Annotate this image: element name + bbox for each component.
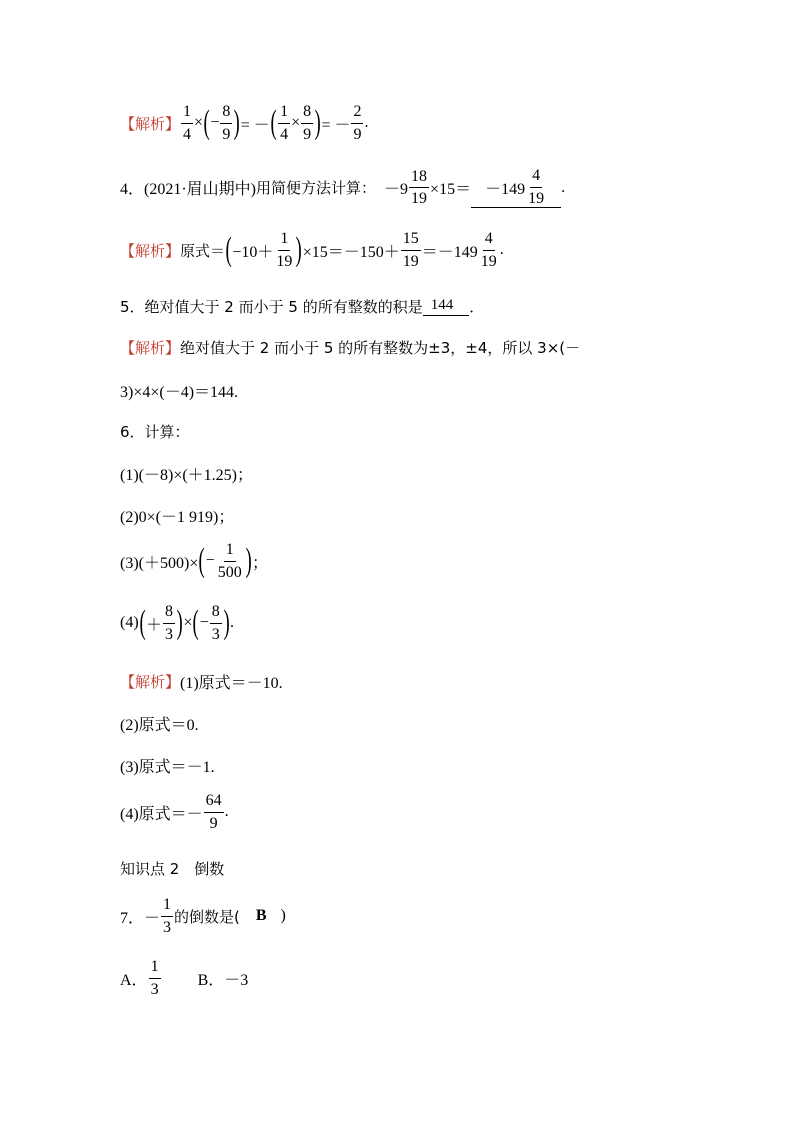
solution-5-line-2: 3)×4×(－4)＝144. [120, 384, 239, 401]
answer: B [255, 907, 267, 925]
solution-label: 【解析】 [120, 114, 181, 133]
answer-blank: －149 $\frac{4}{19}$ [471, 167, 561, 208]
solution-6-line-2: (2)原式＝0. [120, 717, 199, 734]
option-a-fraction: $\frac{1}{3}$ [150, 958, 159, 998]
question-6-item-1: (1)(－8)×(＋1.25)； [120, 467, 253, 484]
solution-6-line-4: (4)原式＝－ $\frac{64}{9}$ . [120, 792, 229, 832]
fraction: $\frac{1}{4}$ [183, 103, 192, 143]
question-6-title: 6．计算： [120, 423, 190, 441]
question-5: 5．绝对值大于 2 而小于 5 的所有整数的积是 144 ． [120, 297, 485, 316]
question-4: 4． (2021·眉山期中) 用简便方法计算： －9 $\frac{18}{19}$ ×15＝ －149 $\frac{4}{19}$ . [120, 167, 566, 208]
question-6-item-4: (4) ( ＋ $\frac{8}{3}$ ) × ( − $\frac{8}{3}$ ) . [120, 603, 235, 643]
answer-blank: 144 [423, 297, 470, 316]
option-a-label: A． [120, 971, 148, 989]
fraction: $\frac{1}{4}$ [280, 103, 289, 143]
fraction: $\frac{18}{19}$ [411, 167, 428, 208]
question-7: 7．－ $\frac{1}{3}$ 的倒数是( B ) [120, 896, 286, 936]
fraction: $\frac{15}{19}$ [402, 230, 419, 270]
section-heading: 知识点 2 倒数 [120, 860, 225, 878]
fraction: $\frac{4}{19}$ [480, 230, 497, 270]
fraction: $\frac{1}{19}$ [276, 230, 293, 270]
question-6-item-3: (3)(＋500)× ( − $\frac{1}{500}$ ) ； [120, 541, 269, 581]
solution-5-line-1: 【解析】 绝对值大于 2 而小于 5 的所有整数为±3，±4，所以 3×(－ [120, 339, 581, 357]
fraction: $\frac{2}{9}$ [353, 103, 362, 143]
fraction: $\frac{8}{9}$ [303, 103, 312, 143]
fraction: $\frac{8}{3}$ [211, 603, 220, 643]
fraction: $\frac{64}{9}$ [205, 792, 222, 832]
solution-4: 【解析】 原式＝ ( −10＋ $\frac{1}{19}$ ) ×15＝－150＋ $\frac{15}{19}$ ＝－149 $\frac{4}{19}$ . [120, 230, 504, 270]
fraction: $\frac{1}{3}$ [163, 896, 172, 936]
fraction: $\frac{8}{9}$ [222, 103, 231, 143]
solution-6-line-3: (3)原式＝－1. [120, 759, 215, 776]
question-6-item-2: (2)0×(－1 919)； [120, 509, 235, 526]
fraction: $\frac{1}{500}$ [217, 541, 242, 581]
fraction: $\frac{8}{3}$ [165, 603, 173, 643]
solution-6-line-1: 【解析】 (1)原式＝－10. [120, 673, 283, 692]
options-row [120, 958, 248, 998]
option-b: B．－3 [197, 971, 249, 989]
solution-line-1: 【解析】 $\frac{1}{4}$ × ( − $\frac{8}{9}$ ) = － ( $\frac{1}{4}$ × $\frac{8}{9}$ ) = － $\frac{2}{9}$ . [120, 103, 369, 143]
